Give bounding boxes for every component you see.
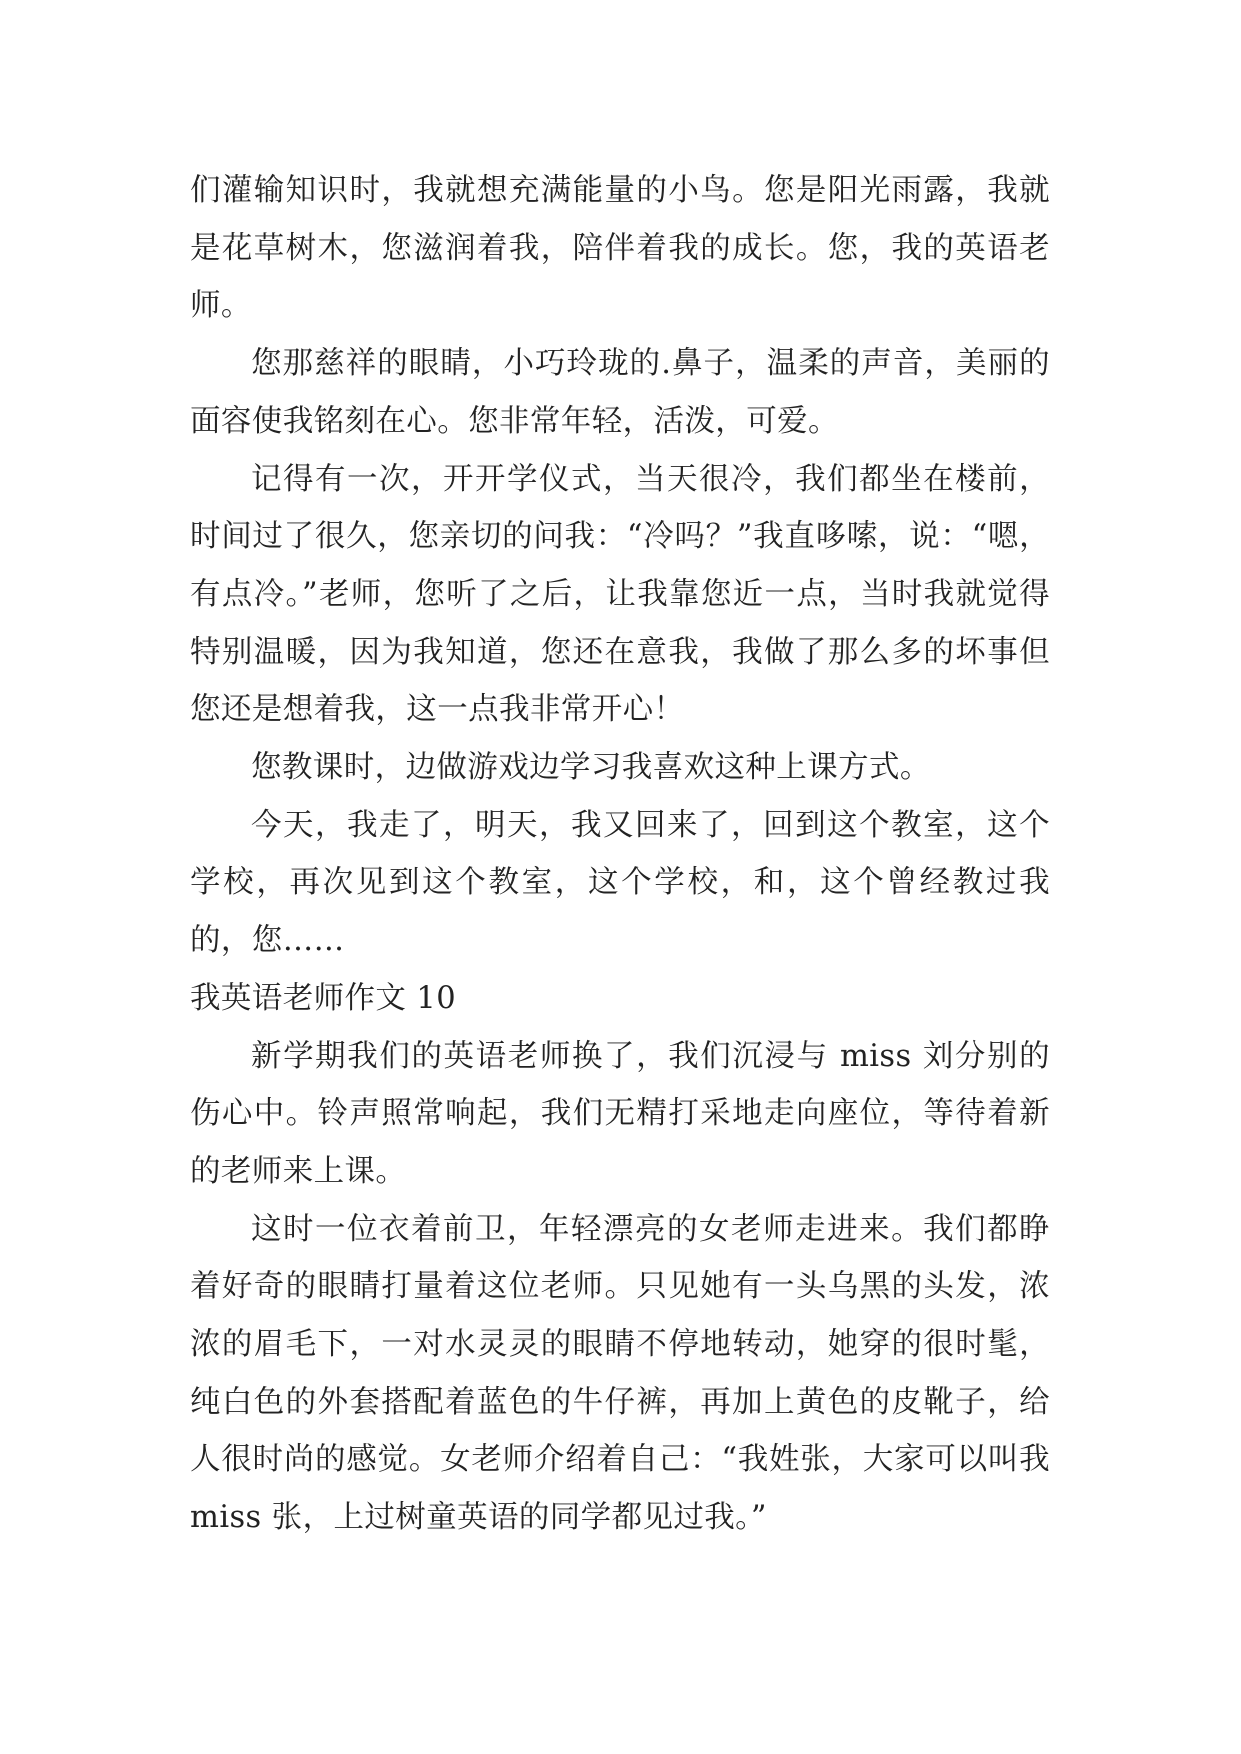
paragraph: 您那慈祥的眼睛，小巧玲珑的.鼻子，温柔的声音，美丽的面容使我铭刻在心。您非常年轻，活泼，可爱。: [190, 346, 1050, 439]
paragraph: 这时一位衣着前卫，年轻漂亮的女老师走进来。我们都睁着好奇的眼睛打量着这位老师。只见她有一头乌黑的头发，浓浓的眉毛下，一对水灵灵的眼睛不停地转动，她穿的很时髦，纯白色的外套搭配着蓝色的牛仔裤，再加上黄色的皮靴子，给人很时尚的感觉。女老师介绍着自己：“我姓张，大家可以叫我 miss 张，上过树童英语的同学都见过我。”: [190, 1211, 1050, 1536]
paragraph: 新学期我们的英语老师换了，我们沉浸与 miss 刘分别的伤心中。铃声照常响起，我们无精打采地走向座位，等待着新的老师来上课。: [190, 1038, 1050, 1189]
paragraph-continuation: 们灌输知识时，我就想充满能量的小鸟。您是阳光雨露，我就是花草树木，您滋润着我，陪伴着我的成长。您，我的英语老师。: [190, 173, 1050, 324]
document-body: [190, 162, 1050, 1547]
paragraph: 今天，我走了，明天，我又回来了，回到这个教室，这个学校，再次见到这个教室，这个学校，和，这个曾经教过我的，您……: [190, 807, 1050, 959]
section-heading: 我英语老师作文 10: [190, 980, 457, 1016]
paragraph: 您教课时，边做游戏边学习我喜欢这种上课方式。: [251, 750, 931, 786]
paragraph: 记得有一次，开开学仪式，当天很冷，我们都坐在楼前，时间过了很久，您亲切的问我：“冷吗？”我直哆嗦，说：“嗯，有点冷。”老师，您听了之后，让我靠您近一点，当时我就觉得特别温暖，因为我知道，您还在意我，我做了那么多的坏事但您还是想着我，这一点我非常开心！: [190, 461, 1050, 728]
